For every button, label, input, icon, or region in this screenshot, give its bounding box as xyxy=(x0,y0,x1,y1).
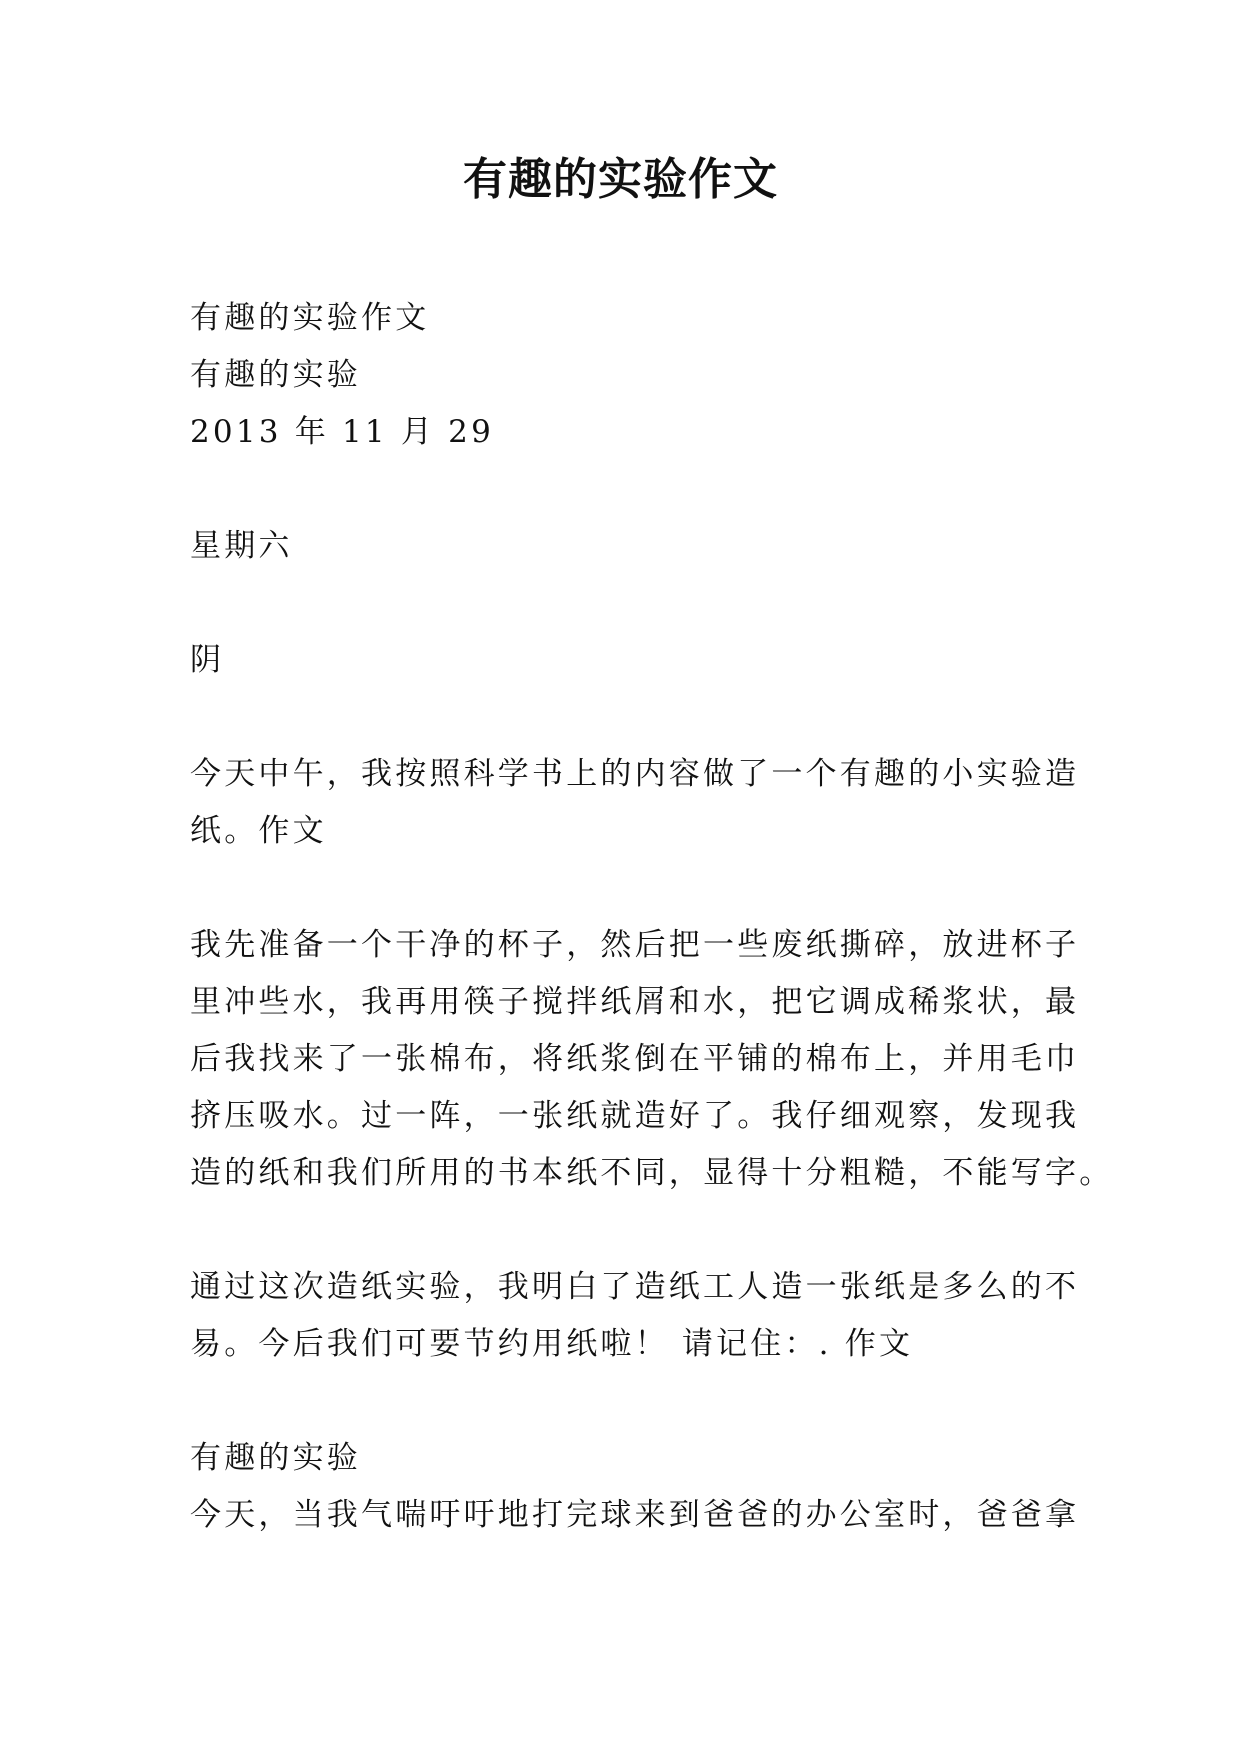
text-line: 造的纸和我们所用的书本纸不同，显得十分粗糙，不能写字。 xyxy=(190,1155,1114,1191)
paragraph-2 xyxy=(190,917,1114,1202)
paragraph-3 xyxy=(190,1259,1080,1373)
document-title: 有趣的实验作文 xyxy=(463,154,778,205)
text-line: 易。今后我们可要节约用纸啦！ 请记住：. 作文 xyxy=(190,1326,914,1362)
date-line: 2013 年 11 月 29 xyxy=(190,414,495,450)
blank-line xyxy=(190,1202,1070,1259)
weekday-line: 星期六 xyxy=(190,528,293,564)
blank-line xyxy=(190,1373,1070,1430)
text-line: 通过这次造纸实验，我明白了造纸工人造一张纸是多么的不 xyxy=(190,1269,1080,1305)
subheading-line: 有趣的实验 xyxy=(190,357,361,393)
text-line: 后我找来了一张棉布，将纸浆倒在平铺的棉布上，并用毛巾 xyxy=(190,1041,1080,1077)
blank-line xyxy=(190,461,1070,518)
text-line: 我先准备一个干净的杯子，然后把一些废纸撕碎，放进杯子 xyxy=(190,927,1080,963)
text-line: 纸。作文 xyxy=(190,813,327,849)
blank-line xyxy=(190,860,1070,917)
blank-line xyxy=(190,575,1070,632)
document-body xyxy=(190,290,1114,1544)
text-line: 今天中午，我按照科学书上的内容做了一个有趣的小实验造 xyxy=(190,756,1080,792)
section-2-title: 有趣的实验 xyxy=(190,1440,361,1476)
weather-line: 阴 xyxy=(190,642,225,678)
text-line: 挤压吸水。过一阵，一张纸就造好了。我仔细观察，发现我 xyxy=(190,1098,1080,1134)
heading-line: 有趣的实验作文 xyxy=(190,300,430,336)
paragraph-1 xyxy=(190,746,1080,860)
blank-line xyxy=(190,689,1070,746)
text-line: 里冲些水，我再用筷子搅拌纸屑和水，把它调成稀浆状，最 xyxy=(190,984,1080,1020)
section-2-first-line: 今天，当我气喘吁吁地打完球来到爸爸的办公室时，爸爸拿 xyxy=(190,1497,1080,1533)
